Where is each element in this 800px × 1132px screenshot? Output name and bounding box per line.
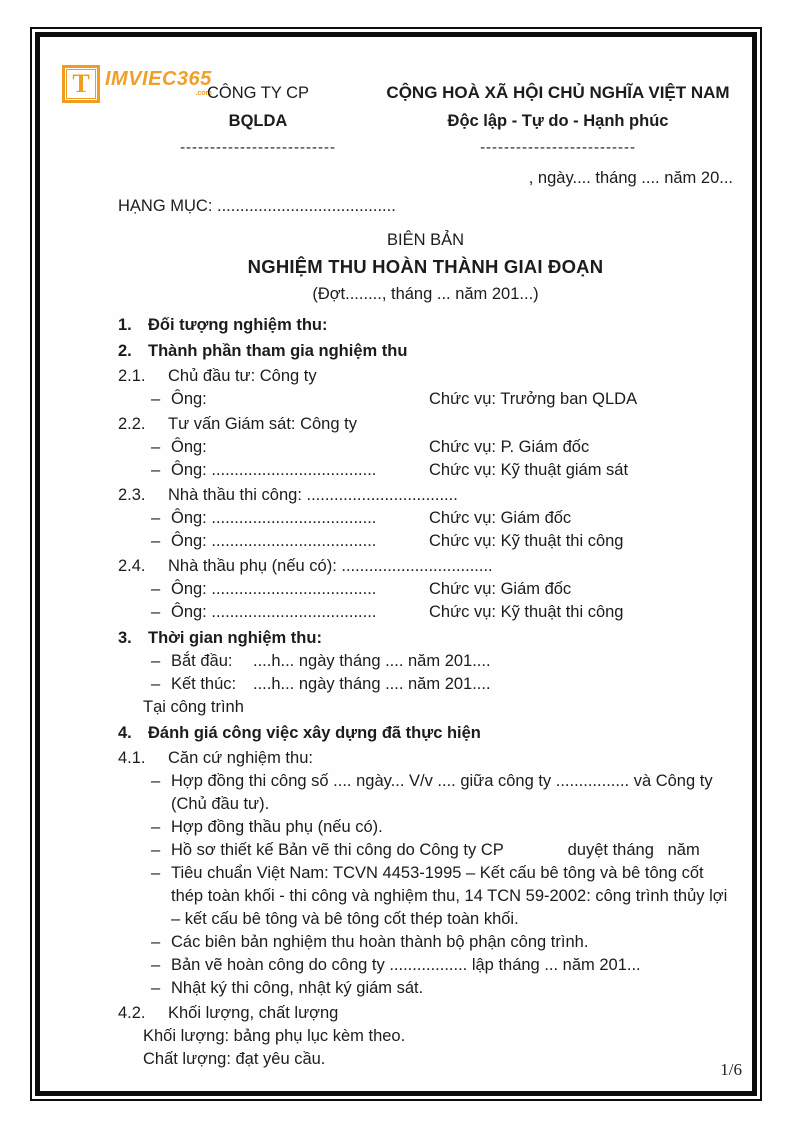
item-number: 4. <box>118 724 132 742</box>
item-text: Đối tượng nghiệm thu: <box>148 316 328 334</box>
person-name-field: Ông: <box>171 438 207 456</box>
title-subtitle: (Đợt........, tháng ... năm 201...) <box>312 285 539 303</box>
dash-bullet: – <box>151 979 161 997</box>
item-number: 2.1. <box>118 367 146 385</box>
time-end-row <box>118 673 733 696</box>
time-start-row <box>118 650 733 673</box>
basis-item <box>118 770 733 816</box>
page-number: 1/6 <box>720 1060 742 1079</box>
person-row <box>118 578 733 601</box>
person-row <box>118 459 733 482</box>
national-motto-line1: CỘNG HOÀ XÃ HỘI CHỦ NGHĨA VIỆT NAM <box>386 83 730 102</box>
document-header <box>118 79 733 161</box>
basis-item <box>118 816 733 839</box>
person-name-field: Ông: .................................... <box>171 603 377 621</box>
person-row <box>118 601 733 624</box>
title-main: NGHIỆM THU HOÀN THÀNH GIAI ĐOẠN <box>247 256 604 277</box>
date-line: , ngày.... tháng .... năm 20... <box>528 169 733 187</box>
dash-bullet: – <box>151 532 161 550</box>
person-name-field: Ông: .................................... <box>171 509 377 527</box>
document-title-block <box>118 227 733 308</box>
item-text: Nhà thầu phụ (nếu có): ................................. <box>168 557 493 575</box>
item-text: Các biên bản nghiệm thu hoàn thành bộ phận công trình. <box>171 933 589 951</box>
item-text: Nhà thầu thi công: ................................. <box>168 486 458 504</box>
item-text: Tại công trình <box>143 698 244 716</box>
section-2-heading <box>118 340 733 363</box>
basis-item <box>118 931 733 954</box>
basis-item <box>118 839 733 862</box>
header-national-block <box>383 79 733 161</box>
person-title-field: Chức vụ: Kỹ thuật thi công <box>429 532 624 550</box>
dash-bullet: – <box>151 509 161 527</box>
hang-muc-line: HẠNG MỤC: ....................................... <box>118 197 396 215</box>
logo-initial: T <box>72 69 90 98</box>
item-number: 2.4. <box>118 557 146 575</box>
time-label: Kết thúc: <box>171 675 237 693</box>
person-row <box>118 436 733 459</box>
item-text: Đánh giá công việc xây dựng đã thực hiện <box>148 724 481 742</box>
person-name-field: Ông: .................................... <box>171 532 377 550</box>
item-text: Khối lượng: bảng phụ lục kèm theo. <box>143 1027 406 1045</box>
item-number: 1. <box>118 316 132 334</box>
item-text: Căn cứ nghiệm thu: <box>168 749 313 767</box>
basis-item <box>118 862 733 931</box>
dash-bullet: – <box>151 818 161 836</box>
item-number: 3. <box>118 629 132 647</box>
section-2-1 <box>118 365 733 388</box>
person-row <box>118 507 733 530</box>
title-bien-ban: BIÊN BẢN <box>386 231 465 249</box>
item-text: Tư vấn Giám sát: Công ty <box>168 415 357 433</box>
item-text: Thời gian nghiệm thu: <box>148 629 322 647</box>
person-row <box>118 530 733 553</box>
item-text: Hợp đồng thi công số .... ngày... V/v .... giữa công ty ................ và Công ty (Chủ đầu tư). <box>171 772 718 813</box>
location-line <box>143 696 733 719</box>
item-text: Tiêu chuẩn Việt Nam: TCVN 4453-1995 – Kết cấu bê tông và bê tông cốt thép toàn khối - thi công và nghiệm thu, 14 TCN 59-2002: công trình thủy lợi – kết cấu bê tông và bê tông cốt thép toàn khối. <box>171 864 732 928</box>
dash-bullet: – <box>151 841 161 859</box>
item-text: Khối lượng, chất lượng <box>168 1004 339 1022</box>
person-row <box>118 388 733 411</box>
item-text: Thành phần tham gia nghiệm thu <box>148 342 408 360</box>
dash-bullet: – <box>151 652 161 670</box>
item-text: Bản vẽ hoàn công do công ty ................. lập tháng ... năm 201... <box>171 956 641 974</box>
item-number: 4.1. <box>118 749 146 767</box>
dash-bullet: – <box>151 956 161 974</box>
person-title-field: Chức vụ: Kỹ thuật thi công <box>429 603 624 621</box>
national-motto-line2: Độc lập - Tự do - Hạnh phúc <box>447 112 669 130</box>
item-text: Chất lượng: đạt yêu cầu. <box>143 1050 326 1068</box>
dash-bullet: – <box>151 438 161 456</box>
section-4-1 <box>118 747 733 770</box>
section-4-2 <box>118 1002 733 1025</box>
company-name-line1: CÔNG TY CP <box>206 84 310 102</box>
company-name-line2: BQLDA <box>228 112 288 130</box>
dash-bullet: – <box>151 603 161 621</box>
item-text: Hợp đồng thầu phụ (nếu có). <box>171 818 383 836</box>
person-title-field: Chức vụ: Trưởng ban QLDA <box>429 390 638 408</box>
section-2-3 <box>118 484 733 507</box>
time-label: Bắt đầu: <box>171 652 233 670</box>
item-number: 2.3. <box>118 486 146 504</box>
item-number: 4.2. <box>118 1004 146 1022</box>
item-number: 2. <box>118 342 132 360</box>
section-3-heading <box>118 627 733 650</box>
section-2-2 <box>118 413 733 436</box>
item-text: Nhật ký thi công, nhật ký giám sát. <box>171 979 424 997</box>
header-company-block <box>133 79 383 161</box>
basis-item <box>118 954 733 977</box>
person-name-field: Ông: .................................... <box>171 461 377 479</box>
dash-bullet: – <box>151 772 161 790</box>
company-divider-dashes: -------------------------- <box>180 139 336 156</box>
quality-line <box>143 1048 733 1071</box>
logo-text: IMVIEC365 <box>105 68 212 90</box>
document-content <box>40 37 752 1091</box>
person-title-field: Chức vụ: Giám đốc <box>429 509 572 527</box>
document-body-list <box>118 314 733 1071</box>
basis-item <box>118 977 733 1000</box>
item-number: 2.2. <box>118 415 146 433</box>
person-title-field: Chức vụ: Kỹ thuật giám sát <box>429 461 629 479</box>
volume-line <box>143 1025 733 1048</box>
logo-domain-suffix: .com <box>195 90 212 97</box>
dash-bullet: – <box>151 580 161 598</box>
motto-divider-dashes: -------------------------- <box>480 139 636 156</box>
person-name-field: Ông: .................................... <box>171 580 377 598</box>
dash-bullet: – <box>151 675 161 693</box>
page-border-frame <box>30 27 762 1101</box>
dash-bullet: – <box>151 933 161 951</box>
time-value: ....h... ngày tháng .... năm 201.... <box>253 652 491 670</box>
item-text: Chủ đầu tư: Công ty <box>168 367 317 385</box>
section-4-heading <box>118 722 733 745</box>
dash-bullet: – <box>151 390 161 408</box>
item-text: Hồ sơ thiết kế Bản vẽ thi công do Công ty CP duyệt tháng năm <box>171 841 700 859</box>
dash-bullet: – <box>151 461 161 479</box>
page-border-inner <box>35 32 757 1096</box>
person-name-field: Ông: <box>171 390 207 408</box>
section-1-heading <box>118 314 733 337</box>
person-title-field: Chức vụ: Giám đốc <box>429 580 572 598</box>
time-value: ....h... ngày tháng .... năm 201.... <box>253 675 491 693</box>
section-2-4 <box>118 555 733 578</box>
person-title-field: Chức vụ: P. Giám đốc <box>429 438 590 456</box>
dash-bullet: – <box>151 864 161 882</box>
